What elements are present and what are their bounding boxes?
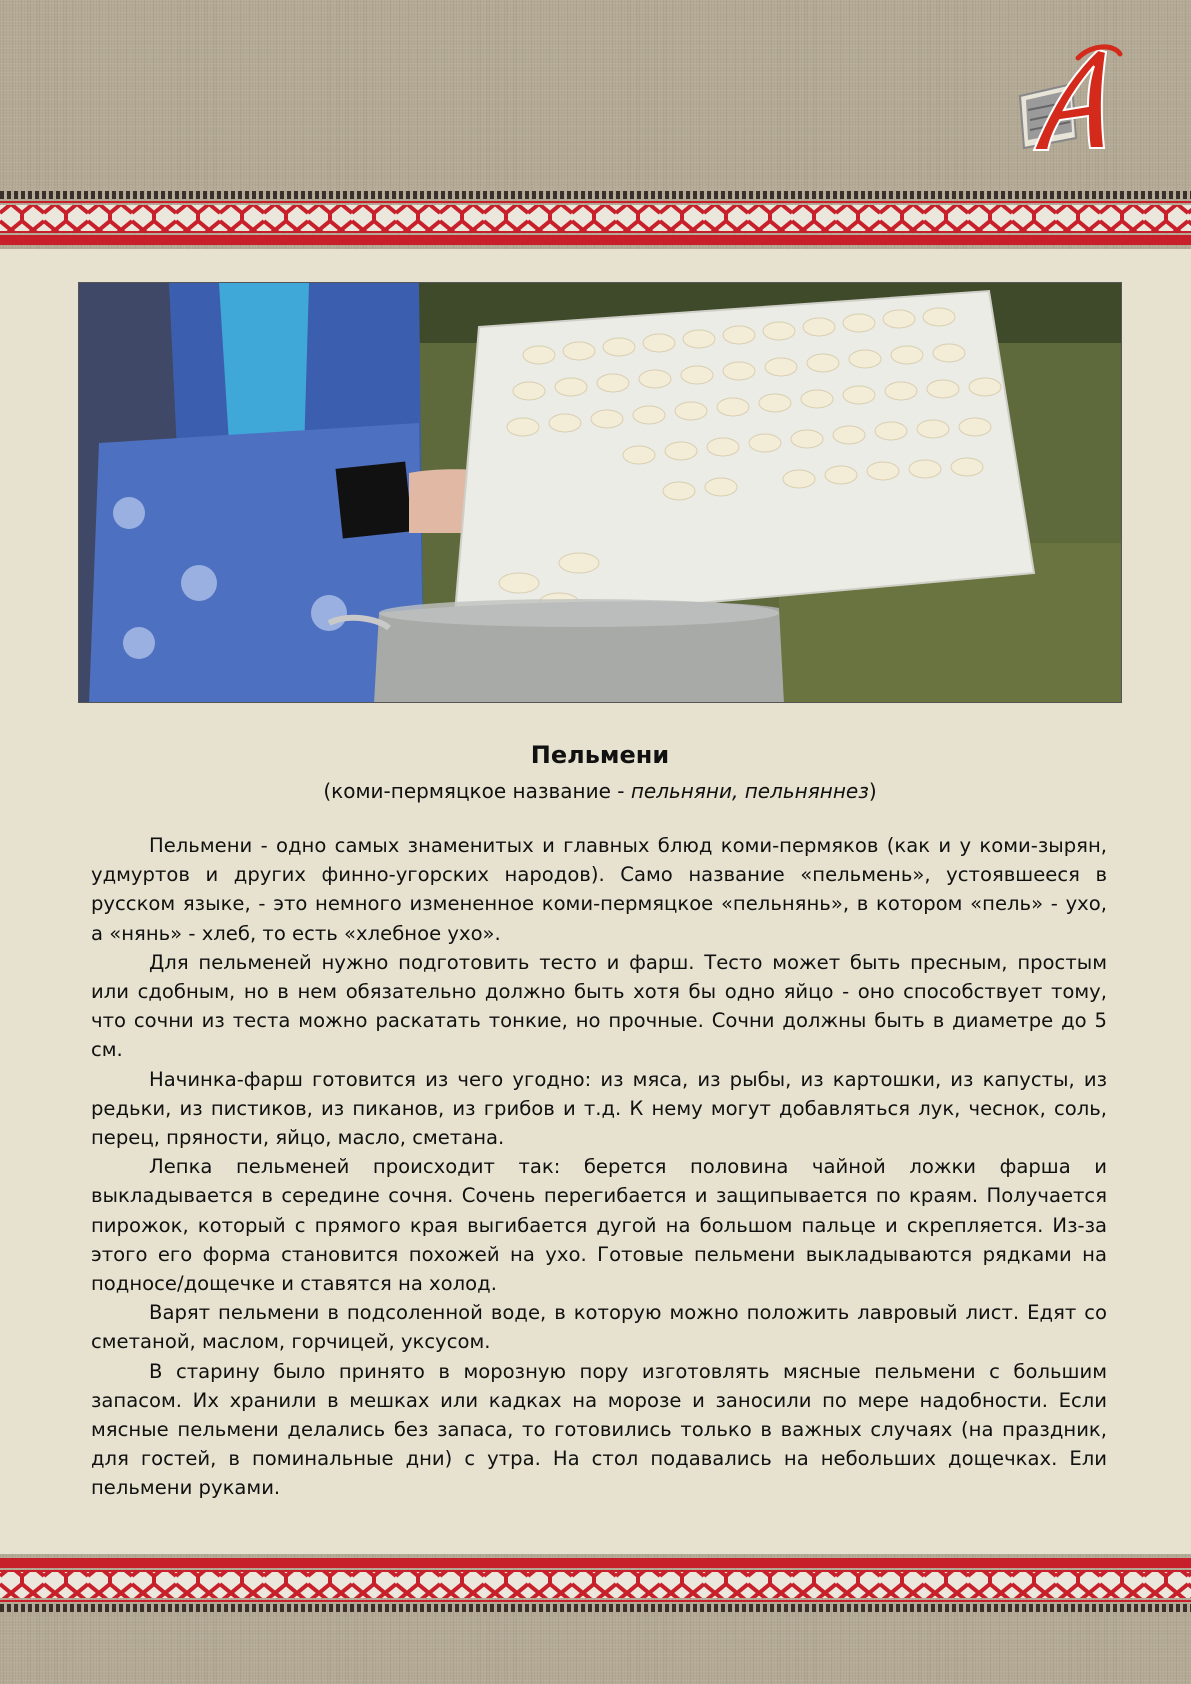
paragraph: Лепка пельменей происходит так: берется половина чайной ложки фарша и выкладывается в середине сочня. Сочень перегибается и защипывается по краям. Получается пирожок, который с прямого края выгибается дугой на большом пальце и скрепляется. Из-за этого его форма становится похожей на ухо. Готовые пельмени выкладываются рядками на подносе/дощечке и ставятся на холод. [91, 1155, 1107, 1296]
paragraph: Для пельменей нужно подготовить тесто и фарш. Тесто может быть пресным, простым или сдобным, но в нем обязательно должно быть хотя бы одно яйцо - оно способствует тому, что сочни из теста можно раскатать тонкие, но прочные. Сочни должны быть в диаметре до 5 см. [91, 950, 1107, 1062]
subtitle-suffix: ) [868, 779, 877, 803]
dumplings-photo-icon [78, 282, 1122, 703]
paragraph: Пельмени - одно самых знаменитых и главных блюд коми-пермяков (как и у коми-зырян, удмуртов и других финно-угорских народов). Само название «пельмень», устоявшееся в русском языке, - это немного измененное коми-пермяцкое «пельнянь», в котором «пель» - ухо, а «нянь» - хлеб, то есть «хлебное ухо». [91, 834, 1107, 945]
bottom-ornament-border [0, 1554, 1191, 1612]
paragraph: Начинка-фарш готовится из чего угодно: из мяса, из рыбы, из картошки, из капусты, из редьки, из пистиков, из пиканов, из грибов и т.д. К нему могут добавляться лук, чеснок, соль, перец, пряности, яйцо, масло, сметана. [91, 1067, 1107, 1150]
paragraph: Варят пельмени в подсоленной воде, в которую можно положить лавровый лист. Едят со сметаной, маслом, горчицей, уксусом. [91, 1301, 1107, 1354]
article-body [91, 831, 1107, 1503]
paragraph: В старину было принято в морозную пору изготовлять мясные пельмени с большим запасом. Их хранили в мешках или кадках на морозе и заносили по мере надобности. Если мясные пельмени делались без запаса, то готовились только в важных случаях (на праздник, для гостей, в поминальные дни) с утра. На стол подавались на небольших дощечках. Ели пельмени руками. [91, 1359, 1107, 1500]
top-ornament-border [0, 191, 1191, 249]
subtitle-prefix: (коми-пермяцкое название - [323, 779, 631, 803]
article-subtitle [0, 779, 1191, 803]
subtitle-local-names: пельняни, пельняннез [630, 779, 869, 803]
article-title: Пельмени [530, 741, 670, 769]
book-letter-a-logo-icon [1006, 40, 1126, 158]
